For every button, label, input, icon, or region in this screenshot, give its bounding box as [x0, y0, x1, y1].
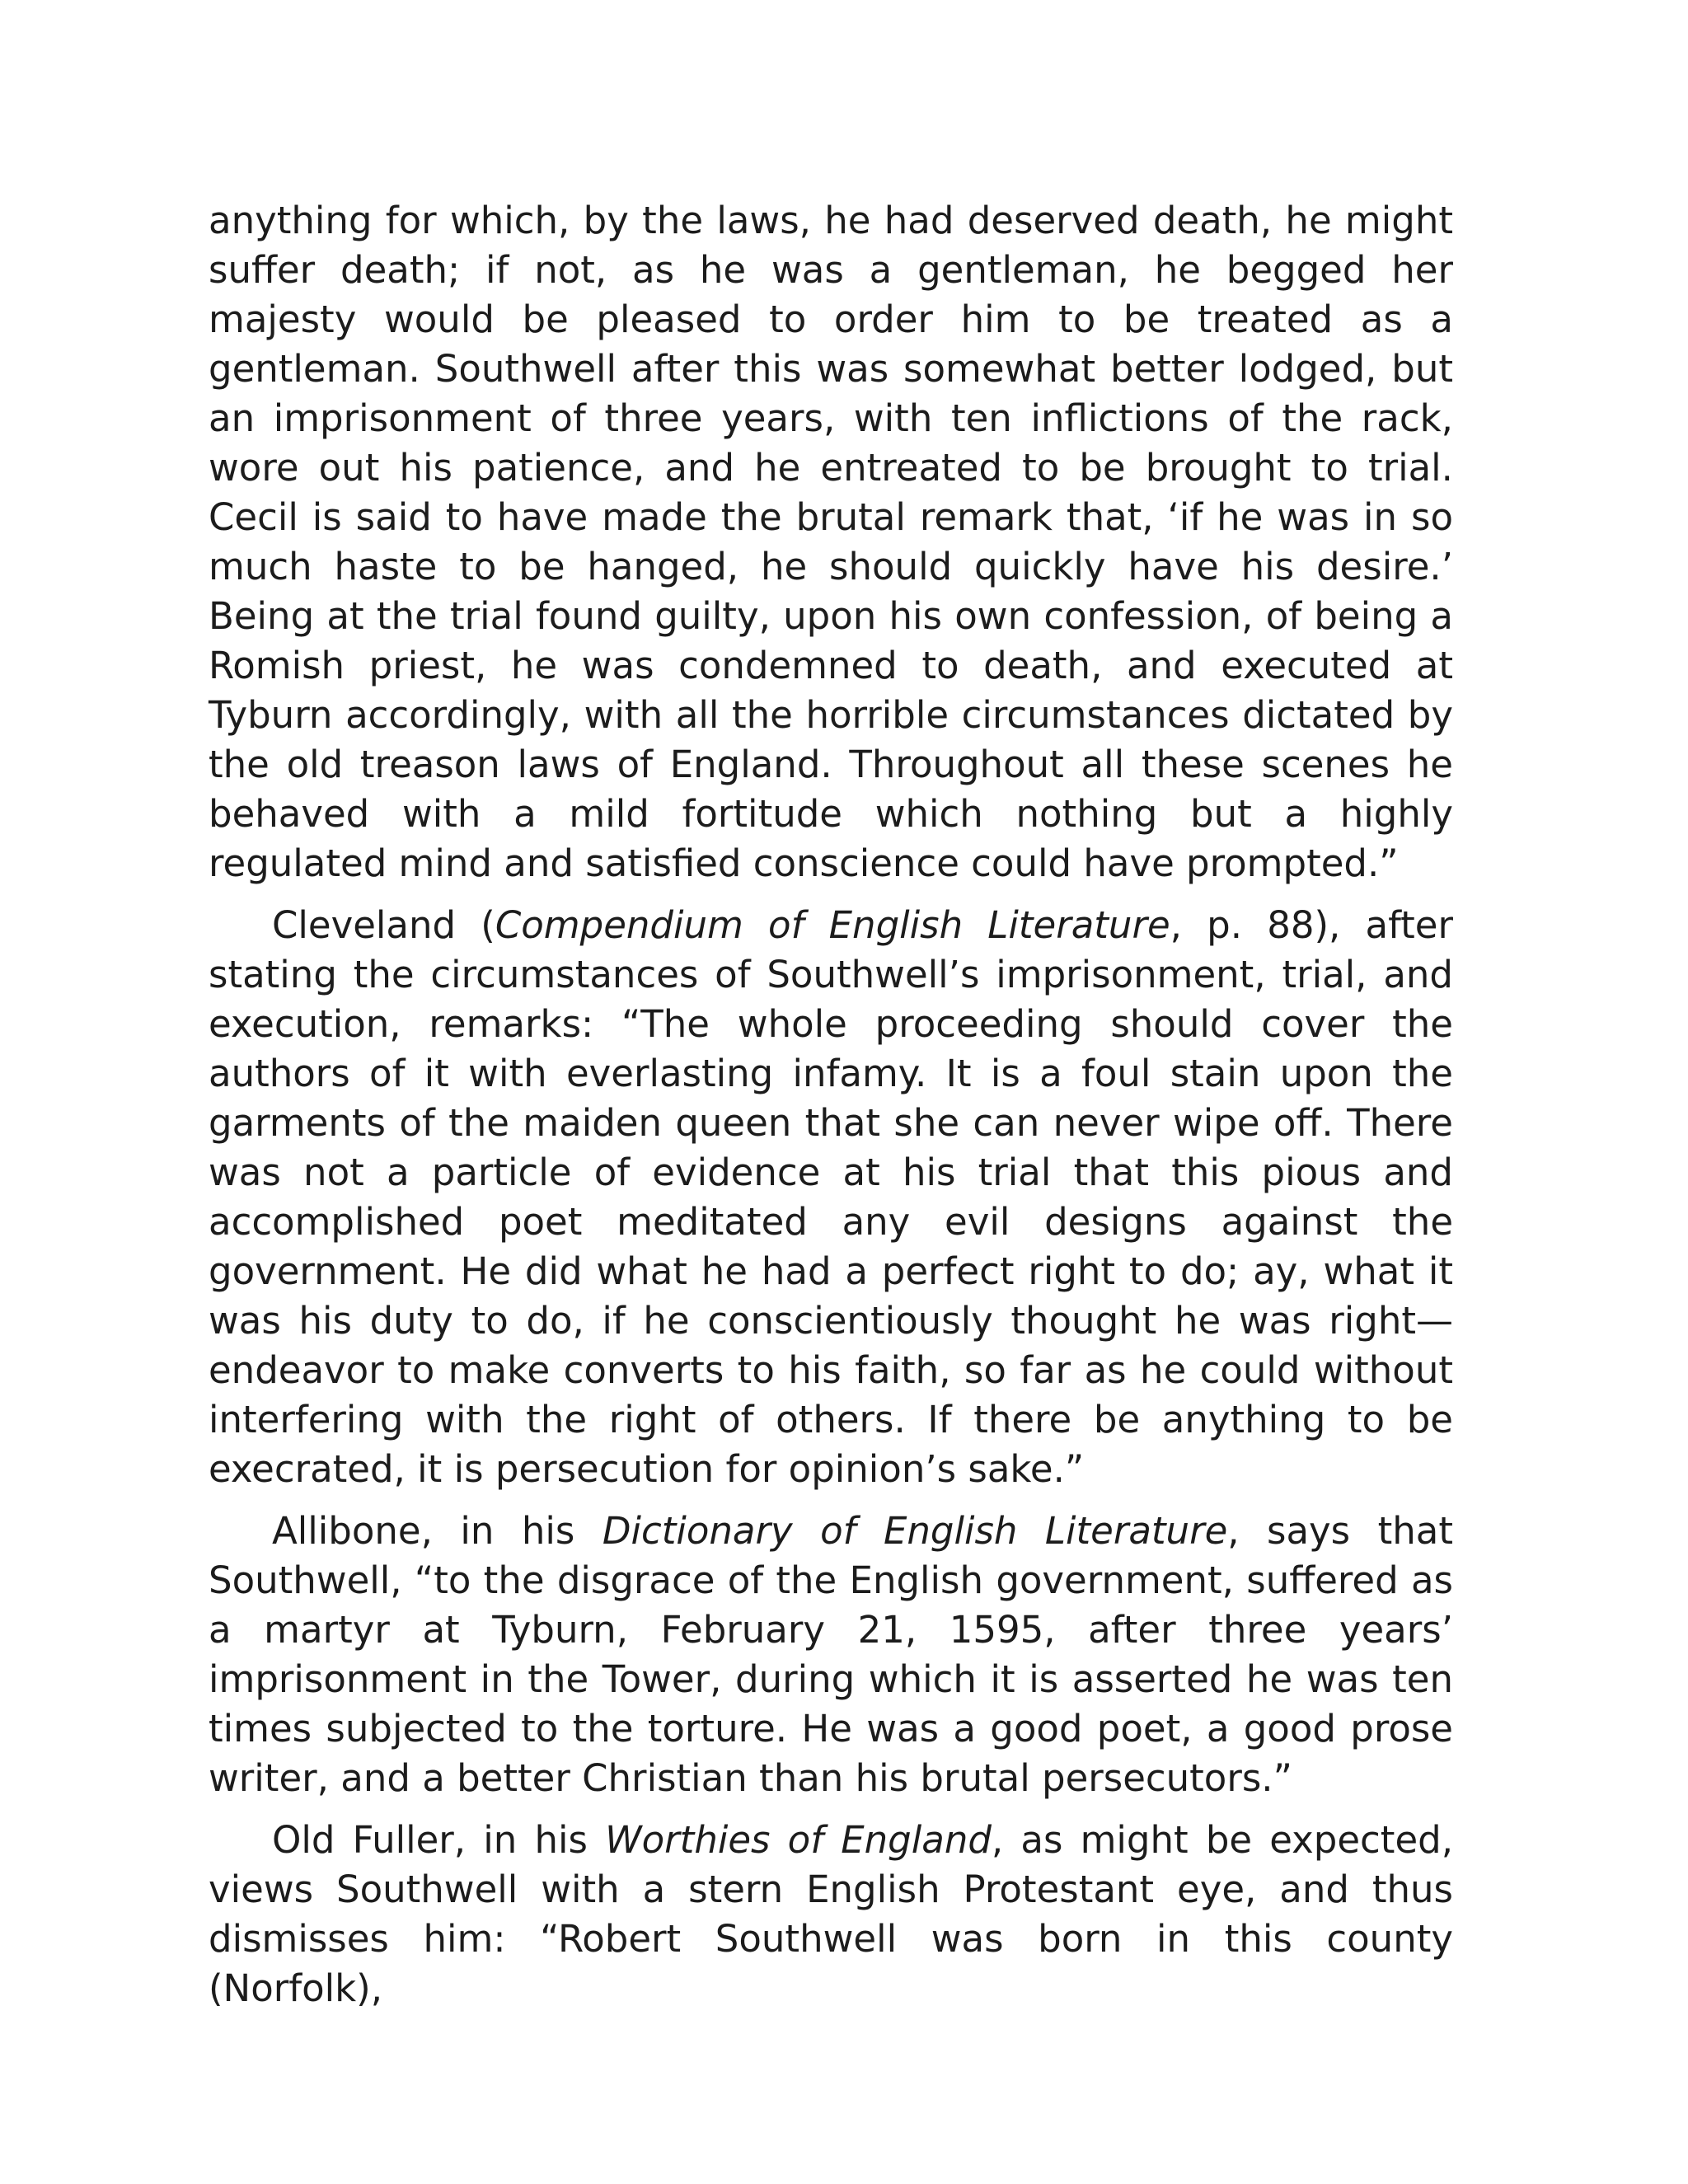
paragraph-3-title: Dictionary of English Literature: [602, 1509, 1228, 1553]
paragraph-2: [209, 901, 1453, 1494]
paragraph-1-text: anything for which, by the laws, he had deserved death, he might suffer death; if not, as he was a gentleman, he begged her majesty would be pleased to order him to be treated as a gentleman. Southwell after this was somewhat better lodged, but an imprisonment of three years, with ten inflictions of the rack, wore out his patience, and he entreated to be brought to trial. Cecil is said to have made the brutal remark that, ‘if he was in so much haste to be hanged, he should quickly have his desire.’ Being at the trial found guilty, upon his own confession, of being a Romish priest, he was condemned to death, and executed at Tyburn accordingly, with all the horrible circumstances dictated by the old treason laws of England. Throughout all these scenes he behaved with a mild fortitude which nothing but a highly regulated mind and satisfied conscience could have prompted.”: [209, 199, 1453, 885]
paragraph-2-text-b: , p. 88), after stating the circumstances of Southwell’s imprisonment, trial, and execution, remarks: “The whole proceeding should cover the authors of it with everlasting infamy. It is a foul stain upon the garments of the maiden queen that she can never wipe off. There was not a particle of evidence at his trial that this pious and accomplished poet meditated any evil designs against the government. He did what he had a perfect right to do; ay, what it was his duty to do, if he conscientiously thought he was right—endeavor to make converts to his faith, so far as he could without interfering with the right of others. If there be anything to be execrated, it is persecution for opinion’s sake.”: [209, 903, 1453, 1491]
page-body: [209, 196, 1453, 2026]
paragraph-2-title: Compendium of English Literature: [495, 903, 1170, 947]
paragraph-3-text-a: Allibone, in his: [272, 1509, 603, 1553]
paragraph-4-text-a: Old Fuller, in his: [272, 1818, 606, 1862]
paragraph-4-text-b: , as might be expected, views Southwell with a stern English Protestant eye, and thus dismisses him: “Robert Southwell was born in this county (Norfolk),: [209, 1818, 1453, 2010]
paragraph-2-text-a: Cleveland (: [272, 903, 495, 947]
paragraph-4: [209, 1816, 1453, 2013]
paragraph-1: [209, 196, 1453, 888]
paragraph-3-text-b: , says that Southwell, “to the disgrace of the English government, suffered as a martyr at Tyburn, February 21, 1595, after three years’ imprisonment in the Tower, during which it is asserted he was ten times subjected to the torture. He was a good poet, a good prose writer, and a better Christian than his brutal persecutors.”: [209, 1509, 1453, 1800]
paragraph-4-title: Worthies of England: [605, 1818, 992, 1862]
paragraph-3: [209, 1507, 1453, 1803]
